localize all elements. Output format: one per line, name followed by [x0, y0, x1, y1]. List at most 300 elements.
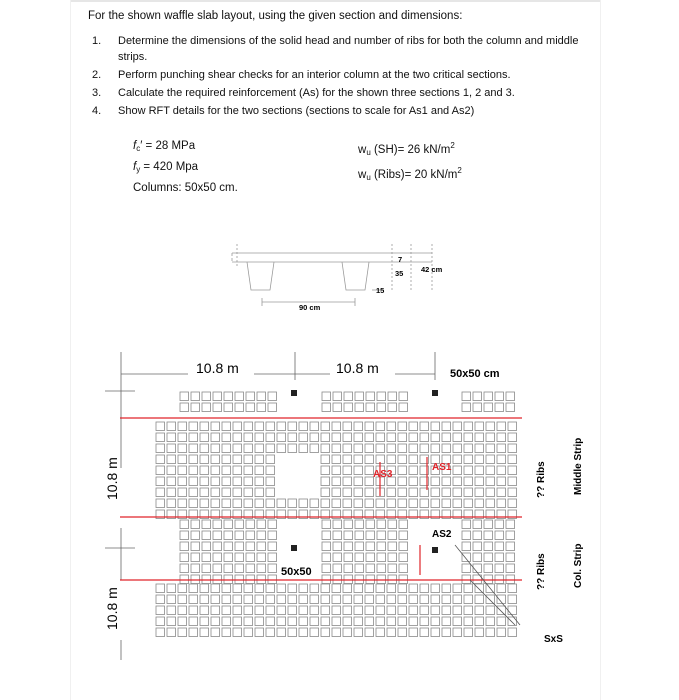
rib-void	[409, 606, 418, 615]
rib-void	[497, 606, 506, 615]
rib-void	[213, 553, 222, 562]
rib-void	[333, 531, 342, 540]
rib-void	[497, 499, 506, 508]
rib-void	[398, 606, 407, 615]
rib-void	[508, 617, 517, 626]
rib-void	[211, 595, 220, 604]
rib-void	[333, 520, 342, 529]
rib-void	[366, 403, 375, 412]
rib-void	[180, 520, 189, 529]
rib-void	[277, 617, 286, 626]
rib-void	[508, 422, 517, 431]
rib-void	[376, 617, 385, 626]
rib-void	[462, 392, 471, 401]
rib-void	[268, 531, 277, 540]
rib-void	[453, 444, 462, 453]
rib-void	[178, 584, 187, 593]
task-text: Show RFT details for the two sections (sections to scale for As1 and As2)	[118, 105, 475, 117]
rib-void	[200, 606, 209, 615]
rib-void	[486, 422, 495, 431]
rib-void	[387, 444, 396, 453]
rib-void	[376, 433, 385, 442]
span-left-1: 10.8 m	[104, 457, 120, 500]
rib-void	[244, 606, 253, 615]
rib-void	[409, 488, 418, 497]
rib-void	[156, 606, 165, 615]
rib-void	[235, 575, 244, 584]
rib-void	[484, 520, 493, 529]
rib-void	[464, 595, 473, 604]
rib-void	[222, 433, 231, 442]
rib-void	[343, 628, 352, 637]
rib-void	[354, 433, 363, 442]
rib-void	[332, 444, 341, 453]
rib-void	[255, 584, 264, 593]
rib-void	[167, 488, 176, 497]
rib-void	[178, 606, 187, 615]
rib-void	[431, 477, 440, 486]
rib-void	[191, 564, 200, 573]
rib-void	[167, 499, 176, 508]
rib-void	[475, 422, 484, 431]
rib-void	[464, 584, 473, 593]
col-strip-label: Col. Strip	[573, 543, 584, 588]
rib-void	[399, 564, 408, 573]
wu-ribs: $w_u$ (Ribs)= 20 $kN/m^2$	[358, 166, 462, 182]
rib-void	[233, 455, 242, 464]
rib-void	[156, 433, 165, 442]
waffle-rib-grid	[156, 392, 517, 637]
rib-void	[355, 575, 364, 584]
rib-void	[475, 477, 484, 486]
rib-void	[497, 433, 506, 442]
rib-void	[462, 403, 471, 412]
rib-void	[224, 542, 233, 551]
rib-void	[310, 584, 319, 593]
wu-solid-head: $w_u$ (SH)= 26 $kN/m^2$	[358, 141, 455, 157]
rib-void	[178, 444, 187, 453]
rib-void	[475, 444, 484, 453]
rib-void	[508, 433, 517, 442]
rib-void	[213, 531, 222, 540]
rib-void	[266, 595, 275, 604]
rib-void	[180, 392, 189, 401]
rib-void	[202, 531, 211, 540]
rib-void	[486, 488, 495, 497]
rib-void	[431, 488, 440, 497]
rib-void	[462, 575, 471, 584]
rib-void	[266, 628, 275, 637]
rib-void	[257, 531, 266, 540]
rib-void	[244, 595, 253, 604]
rib-void	[268, 392, 277, 401]
rib-void	[365, 499, 374, 508]
rib-void	[377, 531, 386, 540]
rib-void	[332, 488, 341, 497]
rib-void	[388, 392, 397, 401]
rib-void	[322, 403, 331, 412]
rib-void	[255, 466, 264, 475]
rib-void	[310, 433, 319, 442]
rib-void	[189, 595, 198, 604]
rib-void	[310, 606, 319, 615]
task-text: Calculate the required reinforcement (As) for the shown three sections 1, 2 and 3.	[118, 87, 515, 99]
rib-void	[211, 444, 220, 453]
rib-void	[343, 584, 352, 593]
rib-void	[473, 553, 482, 562]
rib-void	[486, 455, 495, 464]
rib-void	[189, 488, 198, 497]
rib-void	[224, 575, 233, 584]
rib-void	[178, 466, 187, 475]
rib-void	[355, 531, 364, 540]
rib-void	[211, 617, 220, 626]
rib-void	[464, 455, 473, 464]
rib-void	[222, 617, 231, 626]
rib-void	[442, 628, 451, 637]
rib-void	[233, 628, 242, 637]
rib-void	[244, 433, 253, 442]
rib-void	[464, 422, 473, 431]
rib-void	[377, 564, 386, 573]
rib-void	[257, 564, 266, 573]
rib-void	[387, 499, 396, 508]
rib-void	[180, 403, 189, 412]
rib-void	[233, 422, 242, 431]
rib-void	[453, 477, 462, 486]
rib-void	[235, 520, 244, 529]
rib-void	[200, 466, 209, 475]
rib-void	[288, 444, 297, 453]
rib-void	[191, 520, 200, 529]
rib-void	[266, 466, 275, 475]
rib-void	[398, 433, 407, 442]
rib-void	[409, 444, 418, 453]
rib-void	[464, 433, 473, 442]
rib-void	[453, 584, 462, 593]
rib-void	[508, 584, 517, 593]
rib-void	[200, 499, 209, 508]
rib-void	[332, 499, 341, 508]
rib-void	[180, 542, 189, 551]
rib-void	[332, 455, 341, 464]
rib-void	[355, 392, 364, 401]
rib-void	[213, 403, 222, 412]
rib-void	[486, 466, 495, 475]
rib-void	[442, 477, 451, 486]
rib-void	[453, 628, 462, 637]
rib-void	[355, 553, 364, 562]
rib-void	[191, 531, 200, 540]
rib-void	[233, 499, 242, 508]
rib-void	[277, 595, 286, 604]
rib-void	[473, 392, 482, 401]
rib-void	[277, 422, 286, 431]
rib-void	[376, 628, 385, 637]
rib-void	[399, 403, 408, 412]
rib-void	[343, 466, 352, 475]
dim-15: 15	[376, 286, 385, 295]
rib-void	[268, 403, 277, 412]
rib-void	[266, 584, 275, 593]
rib-void	[388, 575, 397, 584]
rib-void	[462, 531, 471, 540]
rib-void	[156, 455, 165, 464]
rib-void	[211, 488, 220, 497]
rib-void	[224, 531, 233, 540]
task-number: 1.	[92, 35, 102, 47]
rib-void	[409, 595, 418, 604]
rib-void	[420, 422, 429, 431]
rib-void	[475, 584, 484, 593]
rib-void	[333, 575, 342, 584]
rib-void	[156, 477, 165, 486]
rib-void	[233, 488, 242, 497]
rib-void	[222, 444, 231, 453]
rib-void	[387, 455, 396, 464]
rib-void	[409, 499, 418, 508]
rib-void	[365, 488, 374, 497]
rib-void	[420, 617, 429, 626]
rib-void	[484, 531, 493, 540]
fc-value: $f_c' = 28$ MPa	[133, 140, 196, 153]
task-number: 3.	[92, 87, 102, 99]
rib-void	[310, 595, 319, 604]
rib-void	[343, 422, 352, 431]
rib-void	[268, 520, 277, 529]
rib-void	[321, 477, 330, 486]
task-number: 4.	[92, 105, 102, 117]
rib-void	[222, 466, 231, 475]
as3-label: AS3	[373, 469, 393, 480]
rib-void	[365, 455, 374, 464]
rib-void	[288, 628, 297, 637]
rib-void	[156, 595, 165, 604]
rib-void	[255, 595, 264, 604]
rib-void	[387, 628, 396, 637]
rib-void	[344, 553, 353, 562]
rib-void	[508, 606, 517, 615]
rib-void	[255, 477, 264, 486]
rib-void	[288, 584, 297, 593]
sxs-label: SxS	[544, 634, 563, 645]
rib-void	[398, 422, 407, 431]
rib-void	[255, 499, 264, 508]
rib-void	[409, 628, 418, 637]
rib-void	[475, 466, 484, 475]
rib-void	[322, 520, 331, 529]
rib-void	[495, 575, 504, 584]
rib-void	[366, 531, 375, 540]
column-label-top: 50x50 cm	[450, 368, 500, 380]
rib-void	[167, 617, 176, 626]
rib-void	[497, 444, 506, 453]
rib-void	[399, 392, 408, 401]
dim-7: 7	[398, 255, 403, 264]
rib-void	[277, 499, 286, 508]
rib-void	[475, 488, 484, 497]
rib-void	[495, 403, 504, 412]
rib-void	[333, 392, 342, 401]
rib-void	[497, 628, 506, 637]
rib-void	[277, 628, 286, 637]
rib-void	[332, 606, 341, 615]
rib-void	[257, 553, 266, 562]
dim-42: 42 cm	[421, 265, 443, 274]
rib-void	[409, 422, 418, 431]
rib-void	[268, 564, 277, 573]
rib-void	[167, 584, 176, 593]
rib-void	[442, 606, 451, 615]
rib-void	[366, 553, 375, 562]
rib-void	[431, 606, 440, 615]
rib-void	[322, 564, 331, 573]
span-top-1: 10.8 m	[196, 360, 239, 376]
rib-void	[288, 433, 297, 442]
rib-void	[332, 466, 341, 475]
rib-void	[244, 499, 253, 508]
rib-void	[257, 403, 266, 412]
rib-void	[453, 422, 462, 431]
rib-void	[486, 628, 495, 637]
rib-void	[508, 477, 517, 486]
rib-void	[398, 455, 407, 464]
rib-void	[495, 520, 504, 529]
rib-void	[354, 584, 363, 593]
rib-void	[200, 433, 209, 442]
rib-void	[178, 422, 187, 431]
rib-void	[377, 542, 386, 551]
rib-void	[387, 595, 396, 604]
rib-void	[266, 617, 275, 626]
rib-void	[376, 422, 385, 431]
rib-void	[508, 444, 517, 453]
rib-void	[233, 584, 242, 593]
rib-void	[442, 595, 451, 604]
rib-void	[178, 628, 187, 637]
rib-void	[191, 392, 200, 401]
rib-void	[191, 403, 200, 412]
rib-void	[453, 595, 462, 604]
rib-void	[178, 477, 187, 486]
rib-void	[376, 595, 385, 604]
rib-void	[200, 584, 209, 593]
rib-void	[333, 553, 342, 562]
rib-void	[235, 542, 244, 551]
rib-void	[344, 531, 353, 540]
rib-void	[495, 564, 504, 573]
columns-size: Columns: 50x50 cm.	[133, 182, 238, 194]
rib-void	[299, 628, 308, 637]
rib-void	[475, 455, 484, 464]
rib-void	[343, 433, 352, 442]
rib-void	[189, 455, 198, 464]
rib-void	[224, 392, 233, 401]
rib-void	[409, 466, 418, 475]
rib-void	[180, 553, 189, 562]
rib-void	[321, 488, 330, 497]
rib-void	[202, 520, 211, 529]
rib-void	[321, 433, 330, 442]
rib-void	[365, 606, 374, 615]
rib-void	[366, 520, 375, 529]
span-left-2: 10.8 m	[104, 587, 120, 630]
columns	[291, 390, 438, 553]
rib-void	[453, 433, 462, 442]
rib-void	[462, 564, 471, 573]
rib-void	[189, 444, 198, 453]
rib-void	[398, 444, 407, 453]
rib-void	[235, 531, 244, 540]
rib-void	[233, 595, 242, 604]
rib-void	[202, 575, 211, 584]
rib-void	[442, 499, 451, 508]
rib-void	[399, 542, 408, 551]
rib-void	[420, 433, 429, 442]
rib-void	[409, 584, 418, 593]
rib-void	[189, 422, 198, 431]
rib-void	[343, 477, 352, 486]
rib-void	[233, 466, 242, 475]
rib-void	[508, 488, 517, 497]
rib-void	[387, 488, 396, 497]
rib-void	[399, 520, 408, 529]
rib-void	[167, 477, 176, 486]
rib-void	[213, 564, 222, 573]
column-label-mid: 50x50	[281, 566, 312, 578]
rib-void	[156, 584, 165, 593]
rib-void	[484, 403, 493, 412]
rib-void	[288, 499, 297, 508]
rib-void	[322, 553, 331, 562]
rib-void	[354, 466, 363, 475]
rib-void	[167, 444, 176, 453]
rib-void	[233, 477, 242, 486]
rib-void	[453, 606, 462, 615]
rib-void	[299, 606, 308, 615]
rib-void	[277, 606, 286, 615]
rib-void	[191, 542, 200, 551]
rib-void	[211, 477, 220, 486]
rib-void	[246, 520, 255, 529]
rib-void	[321, 455, 330, 464]
rib-void	[344, 520, 353, 529]
rib-void	[178, 617, 187, 626]
dim-35: 35	[395, 269, 404, 278]
task-number: 2.	[92, 69, 102, 81]
rib-void	[244, 477, 253, 486]
rib-void	[266, 606, 275, 615]
rib-void	[222, 477, 231, 486]
rib-void	[377, 553, 386, 562]
rib-void	[277, 584, 286, 593]
rib-void	[211, 466, 220, 475]
rib-void	[213, 542, 222, 551]
rib-void	[508, 499, 517, 508]
rib-void	[462, 553, 471, 562]
rib-void	[332, 617, 341, 626]
rib-void	[388, 553, 397, 562]
rib-void	[180, 531, 189, 540]
rib-void	[442, 584, 451, 593]
rib-void	[211, 584, 220, 593]
rib-void	[388, 564, 397, 573]
rib-void	[497, 455, 506, 464]
rib-void	[398, 499, 407, 508]
rib-void	[354, 595, 363, 604]
rib-void	[255, 488, 264, 497]
rib-void	[246, 531, 255, 540]
